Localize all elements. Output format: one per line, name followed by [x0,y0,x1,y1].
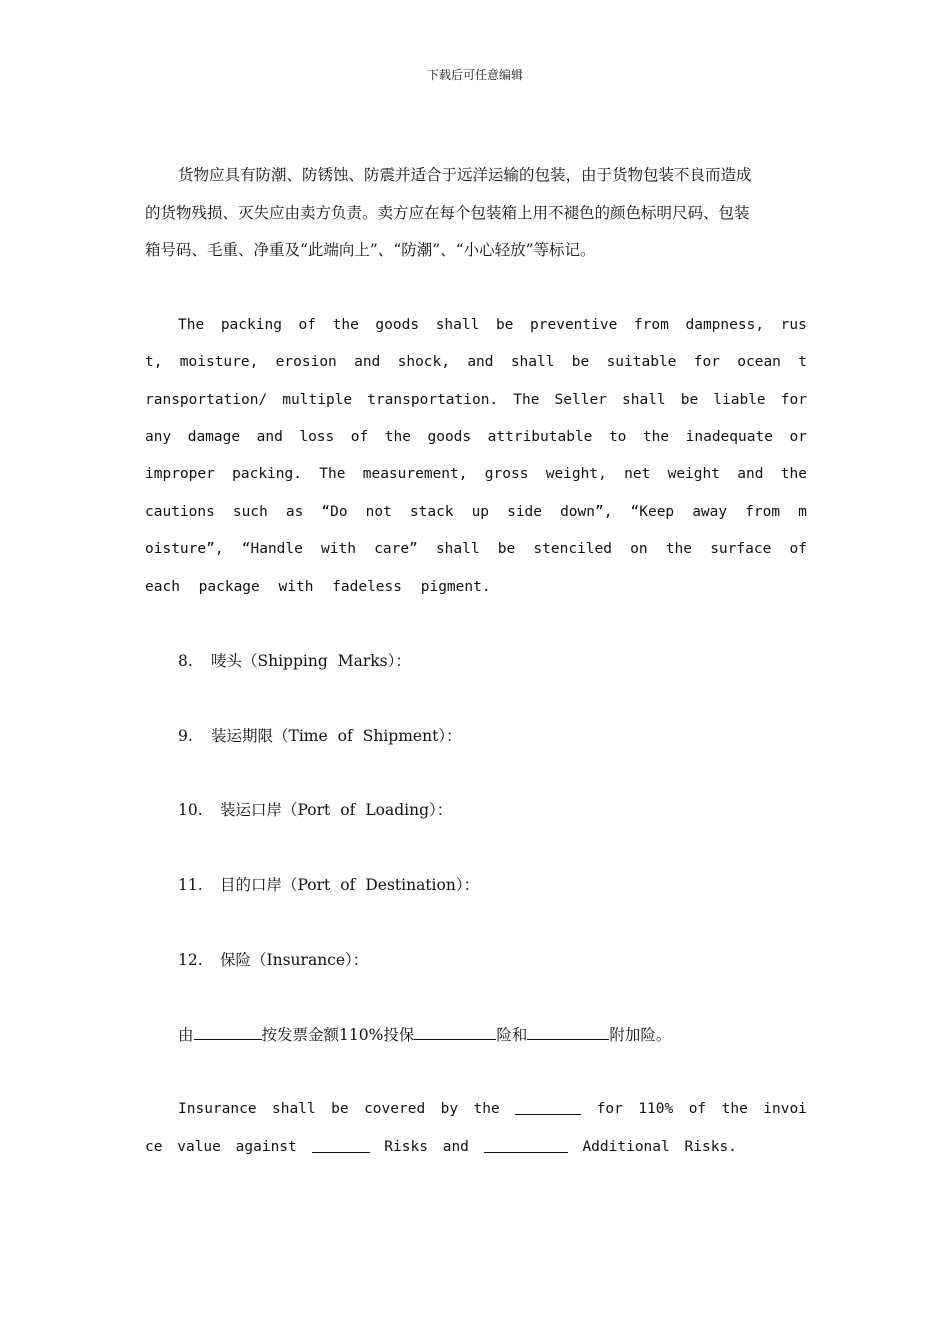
word: for [596,1101,623,1117]
insurance-en-line-1 [178,1097,807,1121]
word: the [721,1101,748,1117]
word: be [331,1101,349,1117]
word: multiple [282,392,353,408]
insurance-cn-text: 按发票金额110%投保 [261,1026,415,1044]
word: 110% [638,1101,674,1117]
item-label: 装运期限（Time [211,727,328,745]
blank-field [312,1135,370,1153]
item-number: 11. [178,876,203,894]
word: packing [220,317,282,333]
item-number: 8. [178,652,193,670]
en-paragraph-line-5 [145,462,807,486]
word: weight [667,466,720,482]
word: not [365,504,392,520]
word: side [507,504,543,520]
word: and [256,429,283,445]
word: dampness, [685,317,765,333]
word: be [571,354,590,370]
word: Risks [384,1139,428,1155]
word: pigment. [420,579,491,595]
word: value [177,1139,221,1155]
item-label-mid: of [340,876,356,894]
word: t, [145,354,163,370]
word: Risks. [684,1139,737,1155]
word: be [495,317,514,333]
word: care” [374,541,418,557]
en-paragraph-line-8 [145,575,807,599]
word: down”, [560,504,613,520]
item-label-end: Loading）： [365,801,453,819]
word: shall [622,392,666,408]
word: be [497,541,516,557]
item-number: 10. [178,801,203,819]
word: package [198,579,260,595]
word: covered [364,1101,426,1117]
word: packing. [232,466,302,482]
word: away [692,504,728,520]
word: on [630,541,648,557]
word: shock, [397,354,450,370]
word: of [688,1101,707,1117]
word: shall [510,354,555,370]
word: loss [299,429,335,445]
word: fadeless [332,579,402,595]
word: and [467,354,494,370]
word: shall [435,541,480,557]
word: inadequate [685,429,773,445]
word: rus [780,317,807,333]
word: the [473,1101,500,1117]
word: damage [187,429,241,445]
item-label: 保险（Insurance）： [220,951,369,969]
word: Insurance [178,1101,257,1117]
word: with [278,579,314,595]
word: attributable [487,429,593,445]
word: of [350,429,369,445]
word: surface [710,541,772,557]
cn-paragraph-line-3: 箱号码、毛重、净重及“此端向上”、“防潮”、“小心轻放”等标记。 [145,241,596,259]
word: to [608,429,627,445]
word: with [321,541,356,557]
word: weight, [545,466,607,482]
word: The [513,392,540,408]
word: shall [272,1101,316,1117]
word: gross [484,466,529,482]
item-label: 装运口岸（Port [220,801,331,819]
item-label: 唛头（Shipping [211,652,328,670]
word: goods [375,317,420,333]
insurance-cn-text: 由 [178,1026,194,1044]
word: The [178,317,205,333]
word: invoi [763,1101,807,1117]
word: from [745,504,781,520]
page-header: 下载后可任意编辑 [426,68,523,82]
blank-insured-by [194,1022,262,1040]
item-10-port-of-loading [178,798,678,822]
word: and [442,1139,469,1155]
item-9-time-of-shipment [178,724,678,748]
word: moisture, [179,354,259,370]
word: Seller [554,392,607,408]
word: “Do [321,504,348,520]
word: Additional [582,1139,670,1155]
word: preventive [530,317,618,333]
en-paragraph-line-6 [145,500,807,524]
item-11-port-of-destination [178,873,678,897]
word: cautions [145,504,215,520]
word: the [642,429,670,445]
insurance-cn-text: 险和 [496,1026,528,1044]
en-paragraph-line-4 [145,425,807,449]
word: suitable [606,354,677,370]
word: up [471,504,490,520]
item-number: 12. [178,951,203,969]
word: shall [435,317,480,333]
item-8-shipping-marks [178,649,678,673]
word: for [780,392,807,408]
word: stenciled [533,541,612,557]
word: ransportation/ [145,392,268,408]
word: of [789,541,807,557]
item-label-mid: of [340,801,356,819]
word: The [319,466,346,482]
word: from [633,317,669,333]
blank-risks [414,1022,496,1040]
word: ocean [737,354,781,370]
word: the [332,317,359,333]
item-label-end: Destination）： [365,876,480,894]
word: be [680,392,699,408]
en-paragraph-line-7 [145,537,807,561]
word: “Handle [241,541,303,557]
word: ce [145,1139,163,1155]
item-label-end: Shipment）： [362,727,462,745]
item-number: 9. [178,727,193,745]
word: stack [409,504,454,520]
word: m [798,504,807,520]
word: by [440,1101,459,1117]
word: the [384,429,411,445]
word: any [145,429,172,445]
word: goods [427,429,472,445]
word: such [232,504,268,520]
word: t [798,354,807,370]
word: the [665,541,693,557]
en-paragraph-line-2 [145,350,807,374]
word: “Keep [630,504,675,520]
word: against [235,1139,297,1155]
word: transportation. [367,392,499,408]
en-paragraph-line-3 [145,388,807,412]
word: net [624,466,651,482]
cn-paragraph-line-1: 货物应具有防潮、防锈蚀、防震并适合于远洋运输的包装，由于货物包装不良而造成 [178,166,752,184]
word: oisture”, [145,541,224,557]
insurance-en-line-2 [145,1135,737,1159]
word: erosion [275,354,337,370]
cn-paragraph-line-2: 的货物残损、灭失应由卖方负责。卖方应在每个包装箱上用不褪色的颜色标明尺码、包装 [145,204,750,222]
word: improper [145,466,215,482]
word: as [285,504,304,520]
word: and [354,354,381,370]
item-label: 目的口岸（Port [220,876,331,894]
word: for [693,354,720,370]
item-label-mid: of [337,727,353,745]
item-label-end: Marks）： [337,652,411,670]
insurance-cn-line [178,1022,698,1046]
word: each [145,579,180,595]
word: or [789,429,807,445]
en-paragraph-line-1 [178,313,807,337]
insurance-cn-text: 附加险。 [609,1026,672,1044]
item-12-insurance [178,948,678,972]
blank-additional-risks [527,1022,609,1040]
word: and [737,466,764,482]
blank-field [515,1097,581,1115]
word: the [780,466,807,482]
word: liable [713,392,766,408]
word: of [298,317,316,333]
blank-field [484,1135,568,1153]
word: measurement, [362,466,468,482]
